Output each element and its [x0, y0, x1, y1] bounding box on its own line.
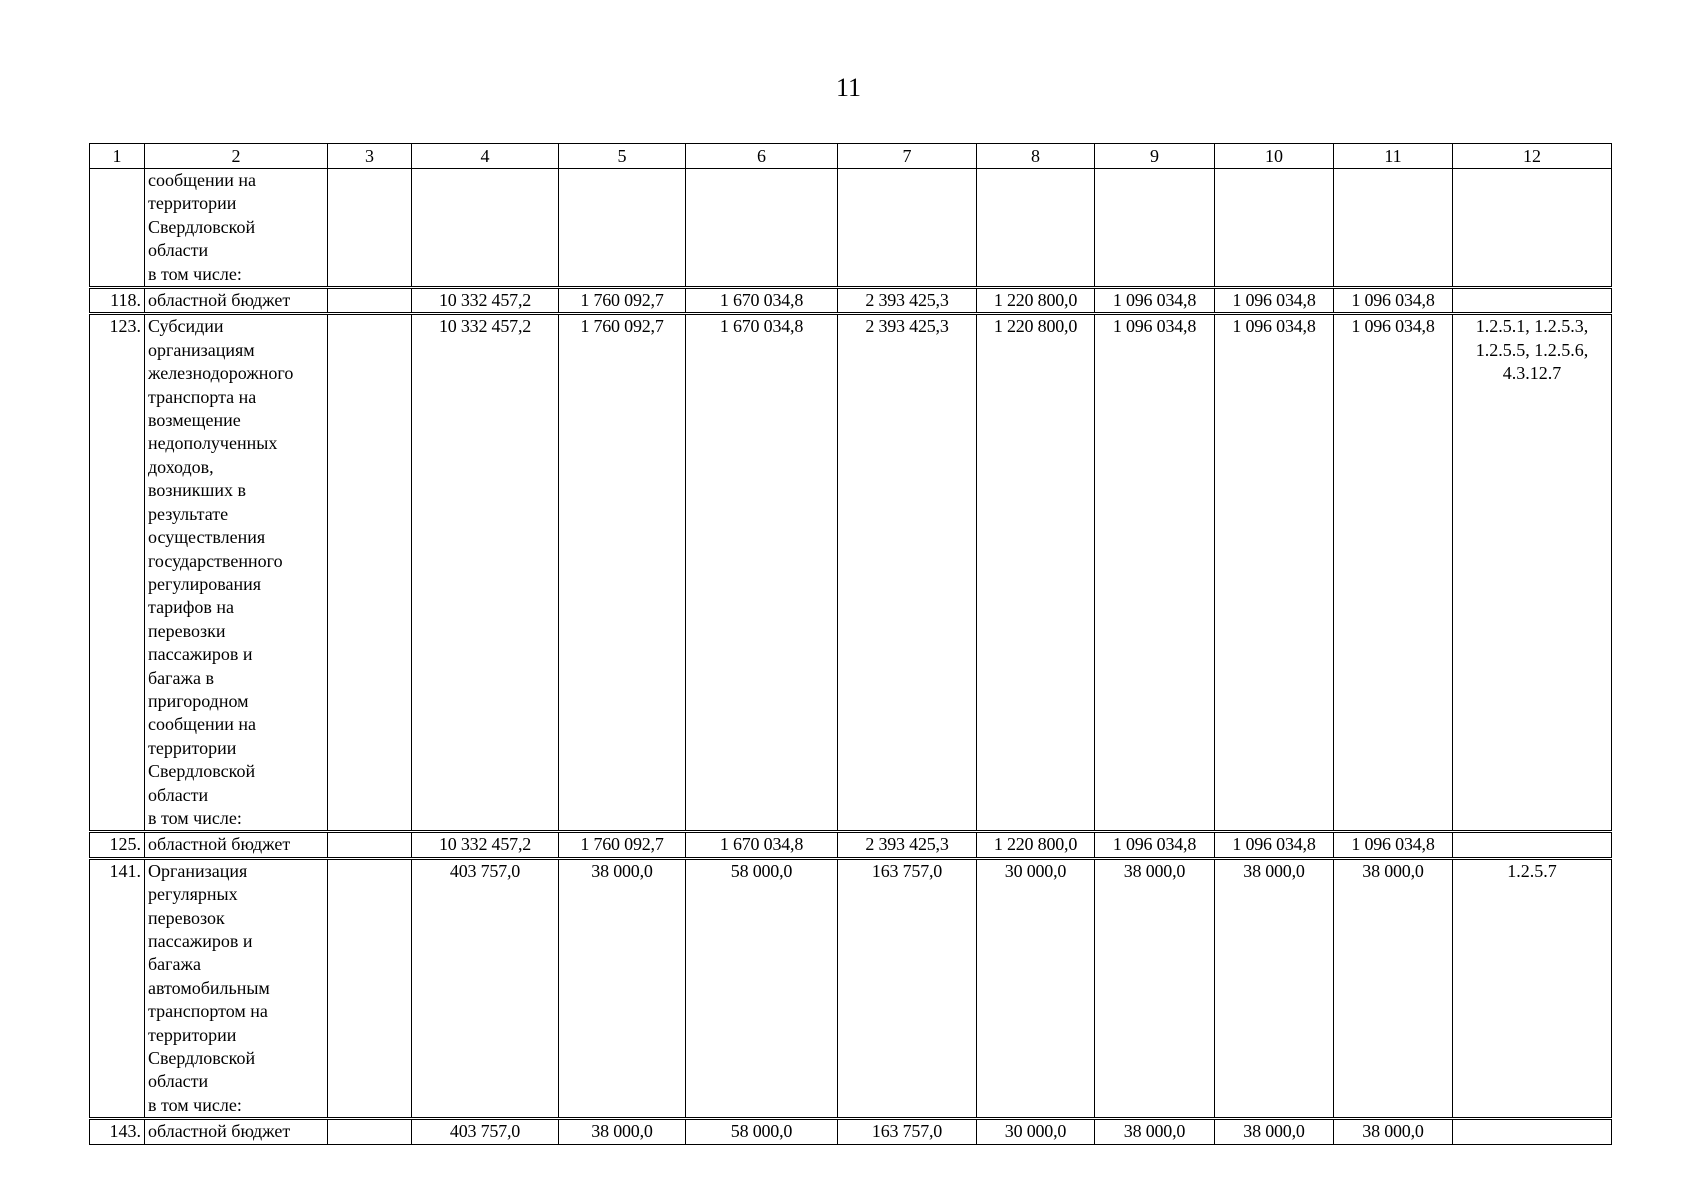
row-value: 1 760 092,7: [559, 832, 686, 858]
row-col3: [328, 832, 412, 858]
row-name-line: пригородном: [148, 690, 249, 711]
row-number: 143.: [90, 1119, 145, 1144]
row-value: 1 220 800,0: [977, 314, 1095, 832]
row-name-line: Организация: [148, 860, 248, 881]
row-name-line: в том числе:: [148, 263, 242, 284]
row-name-line: Свердловской: [148, 761, 256, 782]
row-name-line: возмещение: [148, 410, 241, 431]
row-name-line: Свердловской: [148, 1048, 256, 1069]
row-col3: [328, 288, 412, 314]
row-number: 123.: [90, 314, 145, 832]
row-value: 10 332 457,2: [412, 314, 559, 832]
row-name: [145, 169, 328, 288]
row-value: 2 393 425,3: [838, 314, 977, 832]
row-number: 125.: [90, 832, 145, 858]
row-col3: [328, 169, 412, 288]
column-header: 9: [1095, 144, 1215, 169]
row-value: [686, 169, 838, 288]
row-value: 1 670 034,8: [686, 832, 838, 858]
row-name-line: транспортом на: [148, 1001, 268, 1022]
row-value: [559, 169, 686, 288]
row-value: 1 096 034,8: [1095, 288, 1215, 314]
row-name-line: регулирования: [148, 573, 261, 594]
row-name-line: сообщении на: [148, 170, 257, 190]
row-value: 10 332 457,2: [412, 832, 559, 858]
row-name-line: регулярных: [148, 884, 238, 905]
column-header: 4: [412, 144, 559, 169]
row-name-line: железнодорожного: [148, 363, 294, 384]
row-value: 38 000,0: [1215, 1119, 1334, 1144]
row-name-line: Субсидии: [148, 316, 224, 337]
row-value: [412, 169, 559, 288]
row-value: 2 393 425,3: [838, 832, 977, 858]
column-header: 10: [1215, 144, 1334, 169]
row-reference: [1453, 1119, 1612, 1144]
column-header: 5: [559, 144, 686, 169]
row-name-line: багажа в: [148, 667, 214, 688]
row-value: 30 000,0: [977, 858, 1095, 1118]
column-header: 11: [1334, 144, 1453, 169]
row-name-line: в том числе:: [148, 807, 242, 828]
row-name-line: транспорта на: [148, 386, 257, 407]
row-name: [145, 288, 328, 314]
row-name-line: территории: [148, 1024, 237, 1045]
table-row: [90, 832, 1612, 858]
row-name: [145, 1119, 328, 1144]
row-value: 38 000,0: [559, 1119, 686, 1144]
column-header: 8: [977, 144, 1095, 169]
row-value: [1215, 169, 1334, 288]
row-value: 38 000,0: [1334, 858, 1453, 1118]
row-name: [145, 832, 328, 858]
row-value: 1 670 034,8: [686, 314, 838, 832]
table-row: [90, 1119, 1612, 1144]
row-reference: [1453, 314, 1612, 832]
column-header: 7: [838, 144, 977, 169]
row-name-line: перевозок: [148, 907, 225, 928]
row-value: 1 760 092,7: [559, 288, 686, 314]
row-value: [1095, 169, 1215, 288]
row-value: 1 096 034,8: [1215, 288, 1334, 314]
page-number: 11: [835, 73, 862, 102]
row-name-line: в том числе:: [148, 1094, 242, 1115]
row-number: 141.: [90, 858, 145, 1118]
row-name: [145, 858, 328, 1118]
row-name-line: недополученных: [148, 433, 278, 454]
row-value: 38 000,0: [559, 858, 686, 1118]
row-name-line: пассажиров и: [148, 931, 253, 951]
table-row: [90, 288, 1612, 314]
row-value: 1 760 092,7: [559, 314, 686, 832]
column-header: 3: [328, 144, 412, 169]
row-name-line: областной бюджет: [148, 290, 291, 311]
row-value: 1 096 034,8: [1215, 314, 1334, 832]
row-value: [1334, 169, 1453, 288]
table-row: [90, 858, 1612, 1118]
row-value: 38 000,0: [1095, 1119, 1215, 1144]
row-value: 1 096 034,8: [1334, 314, 1453, 832]
row-name-line: пассажиров и: [148, 644, 253, 665]
row-reference-line: 1.2.5.1, 1.2.5.3,: [1475, 316, 1589, 337]
table-row: [90, 314, 1612, 832]
row-reference-line: 1.2.5.7: [1507, 860, 1557, 881]
row-col3: [328, 314, 412, 832]
table-row: [90, 169, 1612, 288]
row-value: 1 096 034,8: [1095, 832, 1215, 858]
row-name-line: перевозки: [148, 620, 226, 641]
row-name-line: автомобильным: [148, 977, 270, 998]
row-value: 1 096 034,8: [1334, 288, 1453, 314]
row-reference: [1453, 858, 1612, 1118]
row-name-line: области: [148, 1071, 209, 1092]
row-name-line: результате: [148, 503, 229, 524]
row-reference: [1453, 169, 1612, 288]
row-name-line: осуществления: [148, 527, 266, 548]
row-name: [145, 314, 328, 832]
row-value: 403 757,0: [412, 858, 559, 1118]
row-value: 38 000,0: [1334, 1119, 1453, 1144]
row-name-line: территории: [148, 193, 237, 214]
column-header: 1: [90, 144, 145, 169]
row-value: 1 670 034,8: [686, 288, 838, 314]
row-value: 1 220 800,0: [977, 288, 1095, 314]
row-value: 1 096 034,8: [1215, 832, 1334, 858]
row-value: 38 000,0: [1215, 858, 1334, 1118]
row-reference-line: 1.2.5.5, 1.2.5.6,: [1475, 339, 1589, 360]
row-col3: [328, 1119, 412, 1144]
table-body: [90, 169, 1612, 1145]
header-row: [90, 144, 1612, 169]
row-value: 1 220 800,0: [977, 832, 1095, 858]
row-name-line: областной бюджет: [148, 834, 291, 855]
column-header: 12: [1453, 144, 1612, 169]
row-value: 163 757,0: [838, 858, 977, 1118]
row-number: [90, 169, 145, 288]
row-name-line: Свердловской: [148, 216, 256, 237]
row-name-line: сообщении на: [148, 714, 257, 735]
row-value: 38 000,0: [1095, 858, 1215, 1118]
row-name-line: областной бюджет: [148, 1121, 291, 1142]
row-value: 1 096 034,8: [1334, 832, 1453, 858]
column-header: 2: [145, 144, 328, 169]
row-name-line: доходов,: [148, 456, 214, 477]
row-value: [977, 169, 1095, 288]
budget-table: [89, 143, 1612, 1145]
row-name-line: территории: [148, 737, 237, 758]
row-number: 118.: [90, 288, 145, 314]
row-name-line: багажа: [148, 954, 201, 975]
row-col3: [328, 858, 412, 1118]
row-reference: [1453, 832, 1612, 858]
row-name-line: государственного: [148, 550, 283, 571]
row-name-line: тарифов на: [148, 597, 234, 618]
row-name-line: возникших в: [148, 480, 246, 501]
row-value: 1 096 034,8: [1095, 314, 1215, 832]
row-reference: [1453, 288, 1612, 314]
column-header: 6: [686, 144, 838, 169]
row-value: 30 000,0: [977, 1119, 1095, 1144]
row-value: 163 757,0: [838, 1119, 977, 1144]
row-name-line: организациям: [148, 339, 255, 360]
row-name-line: области: [148, 784, 209, 805]
row-value: [838, 169, 977, 288]
row-value: 58 000,0: [686, 1119, 838, 1144]
row-value: 10 332 457,2: [412, 288, 559, 314]
row-value: 403 757,0: [412, 1119, 559, 1144]
row-reference-line: 4.3.12.7: [1502, 363, 1562, 384]
row-name-line: области: [148, 240, 209, 261]
row-value: 58 000,0: [686, 858, 838, 1118]
row-value: 2 393 425,3: [838, 288, 977, 314]
